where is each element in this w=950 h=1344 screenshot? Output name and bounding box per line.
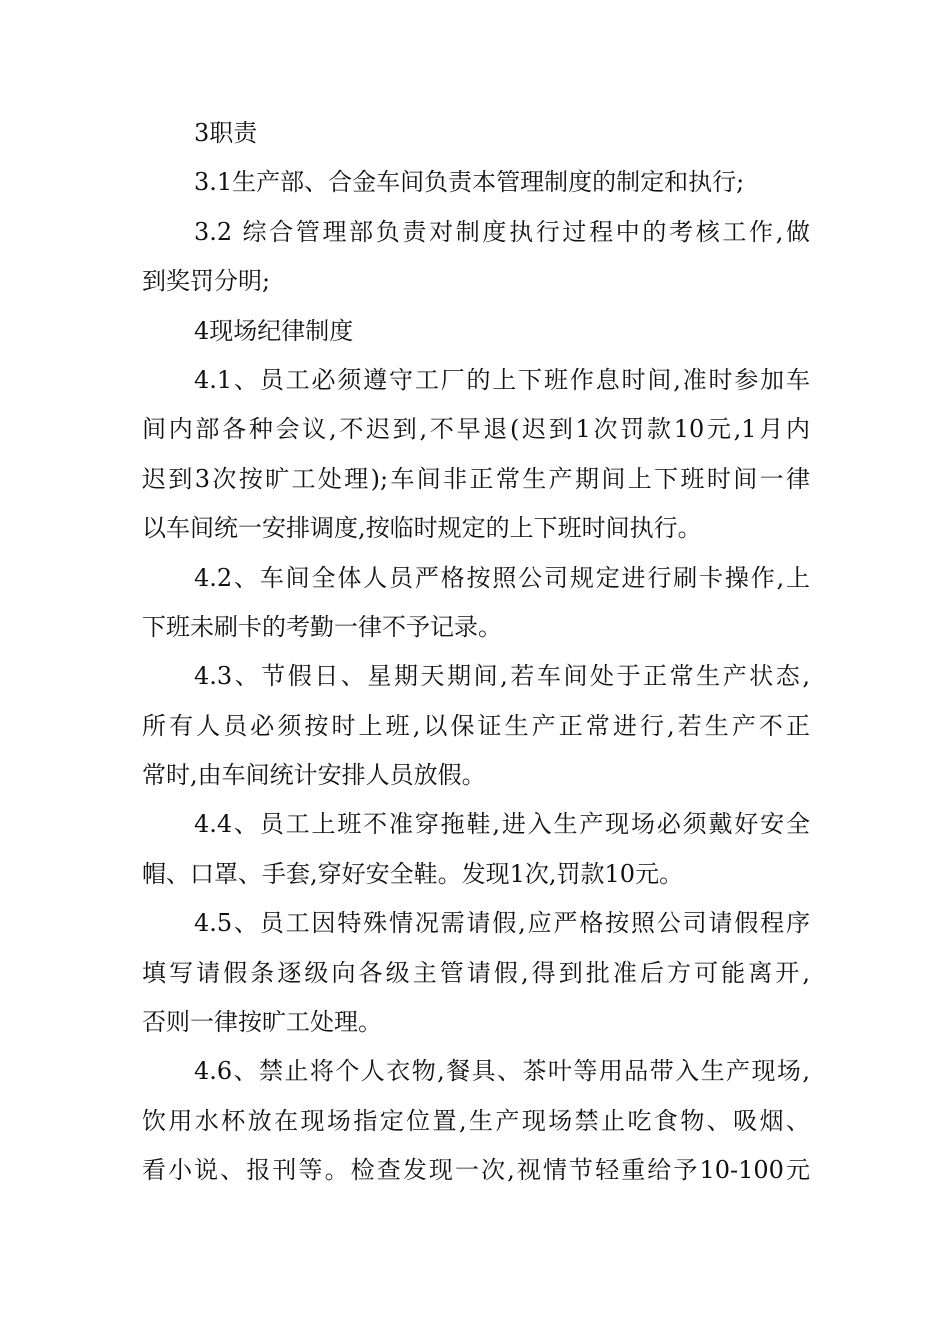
text-line: 4.5、员工因特殊情况需请假,应严格按照公司请假程序 — [194, 909, 810, 938]
text-line: 否则一律按旷工处理。 — [142, 1008, 382, 1037]
text-line: 3.1生产部、合金车间负责本管理制度的制定和执行; — [194, 168, 745, 197]
text-line: 常时,由车间统计安排人员放假。 — [142, 761, 486, 790]
text-line: 到奖罚分明; — [142, 267, 271, 296]
text-line: 填写请假条逐级向各级主管请假,得到批准后方可能离开, — [142, 958, 810, 987]
document-body — [142, 109, 810, 1196]
text-line: 迟到3次按旷工处理);车间非正常生产期间上下班时间一律 — [142, 464, 810, 493]
text-line: 看小说、报刊等。检查发现一次,视情节轻重给予10-100元 — [142, 1156, 810, 1185]
text-line: 4.4、员工上班不准穿拖鞋,进入生产现场必须戴好安全 — [194, 810, 810, 839]
text-line: 4.6、禁止将个人衣物,餐具、茶叶等用品带入生产现场, — [194, 1057, 810, 1086]
text-line: 4.2、车间全体人员严格按照公司规定进行刷卡操作,上 — [194, 563, 810, 592]
text-line: 以车间统一安排调度,按临时规定的上下班时间执行。 — [142, 514, 702, 543]
text-line: 下班未刷卡的考勤一律不予记录。 — [142, 612, 502, 641]
text-line: 间内部各种会议,不迟到,不早退(迟到1次罚款10元,1月内 — [142, 415, 810, 444]
text-line: 饮用水杯放在现场指定位置,生产现场禁止吃食物、吸烟、 — [142, 1106, 810, 1135]
text-line: 4现场纪律制度 — [194, 316, 354, 345]
text-line: 所有人员必须按时上班,以保证生产正常进行,若生产不正 — [142, 711, 810, 740]
text-line: 3职责 — [194, 119, 258, 147]
text-line: 3.2 综合管理部负责对制度执行过程中的考核工作,做 — [194, 217, 810, 246]
text-line: 4.3、节假日、星期天期间,若车间处于正常生产状态, — [194, 662, 810, 691]
text-line: 帽、口罩、手套,穿好安全鞋。发现1次,罚款10元。 — [142, 859, 684, 888]
text-line: 4.1、员工必须遵守工厂的上下班作息时间,准时参加车 — [194, 365, 810, 394]
